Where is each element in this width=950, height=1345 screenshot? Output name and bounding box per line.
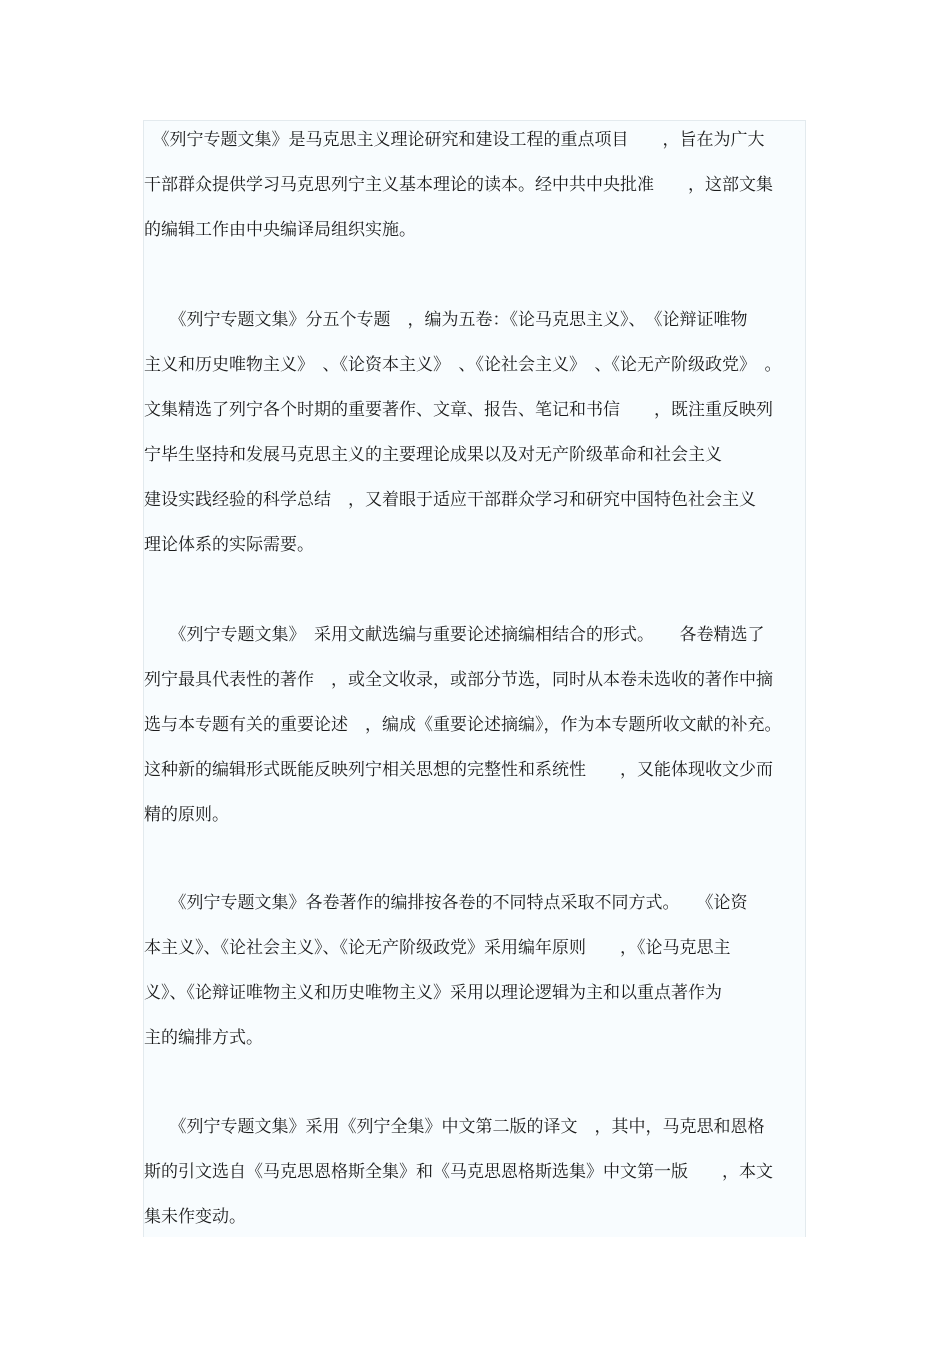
text-line: 列宁最具代表性的著作 ，或全文收录，或部分节选，同时从本卷未选收的著作中摘: [144, 670, 773, 690]
text-line: 集未作变动。: [144, 1207, 246, 1227]
text-line: 精的原则。: [144, 805, 229, 825]
text-line: 干部群众提供学习马克思列宁主义基本理论的读本。经中共中央批准 ，这部文集: [144, 175, 773, 195]
text-line: 《列宁专题文集》采用《列宁全集》中文第二版的译文 ，其中，马克思和恩格: [144, 1117, 765, 1137]
text-line: 本主义》、《论社会主义》、《论无产阶级政党》采用编年原则 ，《论马克思主: [144, 938, 731, 958]
text-line: 宁毕生坚持和发展马克思主义的主要理论成果以及对无产阶级革命和社会主义: [144, 445, 722, 465]
text-line: 《列宁专题文集》分五个专题 ，编为五卷：《论马克思主义》、 《论辩证唯物: [144, 310, 748, 330]
text-line: 的编辑工作由中央编译局组织实施。: [144, 220, 416, 240]
text-line: 理论体系的实际需要。: [144, 535, 314, 555]
text-line: 文集精选了列宁各个时期的重要著作、文章、报告、笔记和书信 ，既注重反映列: [144, 400, 773, 420]
text-line: 义》、《论辩证唯物主义和历史唯物主义》采用以理论逻辑为主和以重点著作为: [144, 983, 722, 1003]
text-line: 这种新的编辑形式既能反映列宁相关思想的完整性和系统性 ，又能体现收文少而: [144, 760, 773, 780]
text-line: 建设实践经验的科学总结 ，又着眼于适应干部群众学习和研究中国特色社会主义: [144, 490, 756, 510]
text-line: 选与本专题有关的重要论述 ，编成《重要论述摘编》，作为本专题所收文献的补充。: [144, 715, 782, 735]
text-line: 《列宁专题文集》是马克思主义理论研究和建设工程的重点项目 ，旨在为广大: [144, 130, 765, 150]
text-line: 《列宁专题文集》 采用文献选编与重要论述摘编相结合的形式。 各卷精选了: [144, 625, 765, 645]
text-line: 主的编排方式。: [144, 1028, 263, 1048]
text-line: 主义和历史唯物主义》 、《论资本主义》 、《论社会主义》 、《论无产阶级政党》 。: [144, 355, 782, 375]
document-page: [143, 120, 806, 1237]
text-line: 《列宁专题文集》各卷著作的编排按各卷的不同特点采取不同方式。 《论资: [144, 893, 748, 913]
text-line: 斯的引文选自《马克思恩格斯全集》和《马克思恩格斯选集》中文第一版 ，本文: [144, 1162, 773, 1182]
